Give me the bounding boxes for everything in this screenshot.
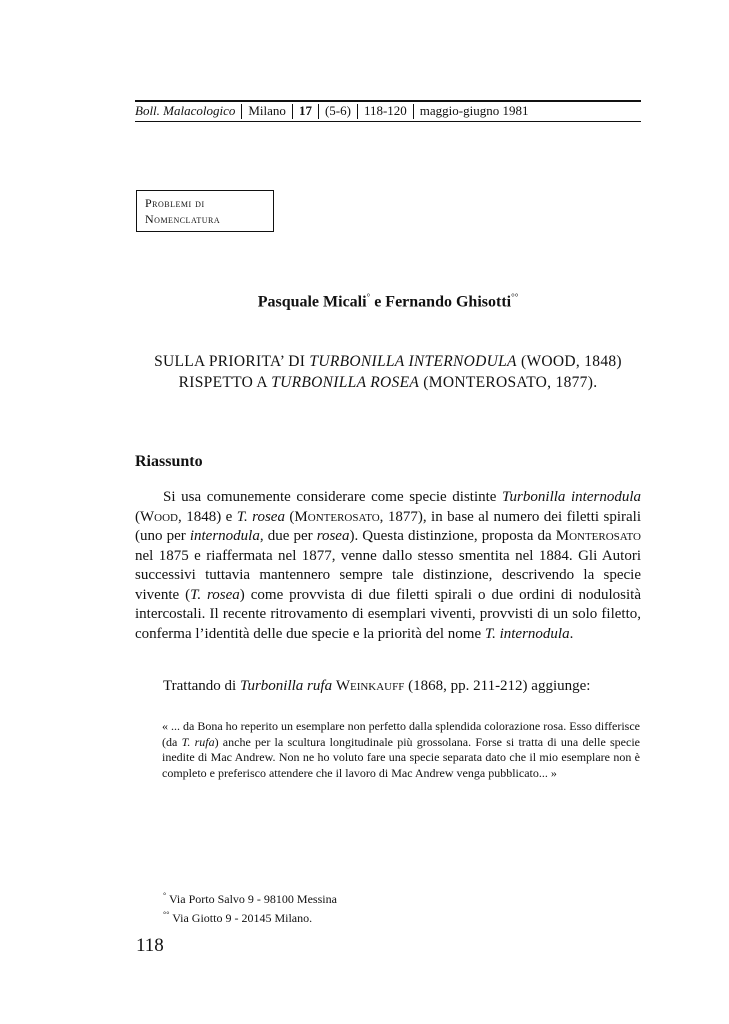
title-line xyxy=(135,351,641,372)
quote-text: ) anche per la scultura longitudinale più grossolana. Forse si tratta di una delle specie inedite di Mac Andrew. Non ne ho voluto fare una specie separata dato che il mio esemplare non è completo e preferisco attendere che il lavoro di Mac Andrew venga pubblicato... » xyxy=(162,734,640,780)
taxon-name: T. rosea xyxy=(236,508,285,525)
journal-volume: 17 xyxy=(298,103,312,118)
author-name: Fernando Ghisotti xyxy=(385,293,512,311)
footnote-text: Via Porto Salvo 9 - 98100 Messina xyxy=(166,892,337,906)
text-run: ( xyxy=(135,508,140,525)
author-citation: Wood xyxy=(140,508,178,525)
author-citation: Weinkauff xyxy=(335,678,405,694)
title-text: SULLA PRIORITA’ DI xyxy=(154,353,310,370)
footnote-mark: °° xyxy=(163,910,170,919)
header-top-rule xyxy=(135,100,641,102)
text-run: nel 1875 e riaffermata nel 1877, venne dallo stesso smentita nel 1884. Gli Autori successivi tuttavia mantennero sempre tale distinzione, descrivendo la specie vivente ( xyxy=(135,547,641,603)
title-text: (MONTEROSATO, 1877). xyxy=(419,374,598,391)
taxon-name: internodula xyxy=(189,528,260,544)
header-bottom-rule xyxy=(135,121,641,122)
abstract-paragraph xyxy=(135,488,641,644)
taxon-name: Turbonilla rufa xyxy=(239,678,333,694)
journal-name: Boll. Malacologico xyxy=(135,103,236,118)
title-taxon: TURBONILLA ROSEA xyxy=(271,374,420,391)
text-run: ). Questa distinzione, proposta da xyxy=(349,528,556,544)
taxon-name: rosea xyxy=(316,528,350,544)
title-text: (WOOD, 1848) xyxy=(516,353,622,370)
abstract-heading: Riassunto xyxy=(135,453,203,470)
page-number: 118 xyxy=(136,935,164,956)
article-title xyxy=(135,351,641,393)
quote-text: « ... da Bona ho reperito un esemplare non perfetto dalla splendida colorazione rosa. Esso differisce (da xyxy=(162,719,640,749)
text-run: . xyxy=(569,625,574,642)
footnote-mark: °° xyxy=(511,292,519,302)
body-paragraph xyxy=(135,677,641,697)
footnote-mark: ° xyxy=(163,891,167,900)
journal-date: maggio-giugno 1981 xyxy=(419,103,529,118)
text-run: , due per xyxy=(259,528,317,544)
section-label-line1: Problemi di xyxy=(145,196,205,210)
journal-city: Milano xyxy=(248,103,286,118)
authors xyxy=(135,287,641,312)
footnotes xyxy=(163,888,337,926)
running-header xyxy=(135,100,641,122)
section-label-line2: Nomenclatura xyxy=(145,212,221,226)
taxon-name: T. internodula xyxy=(484,625,570,642)
author-citation: Monterosato xyxy=(555,528,641,544)
block-quote xyxy=(162,719,640,781)
text-run: ) come provvista di due filetti spirali o due ordini di nodulosità intercostali. Il recente ritrovamento di esemplari viventi, provvisti di un solo filetto, conferma l’identità delle due specie e la priorità del nome xyxy=(135,586,641,642)
author-citation: Monterosato xyxy=(294,508,380,525)
text-run: ( xyxy=(284,508,295,525)
footnote xyxy=(163,888,337,907)
title-line xyxy=(135,372,641,393)
author-connector: e xyxy=(370,293,386,311)
header-cells xyxy=(135,103,641,119)
journal-pages: 118-120 xyxy=(363,103,407,118)
footnote-mark: ° xyxy=(366,292,371,302)
text-run: , 1848) e xyxy=(178,508,237,525)
footnote-text: Via Giotto 9 - 20145 Milano. xyxy=(169,911,313,925)
title-taxon: TURBONILLA INTERNODULA xyxy=(309,353,517,370)
journal-issue: (5-6) xyxy=(324,103,351,118)
title-text: RISPETTO A xyxy=(178,374,272,391)
text-run: , 1877), in base al numero dei filetti spirali (uno per xyxy=(135,508,641,544)
author-name: Pasquale Micali xyxy=(257,293,367,311)
footnote xyxy=(163,907,337,926)
taxon-name: Turbonilla internodula xyxy=(502,489,641,505)
section-box xyxy=(136,190,274,232)
text-run: Trattando di xyxy=(163,678,240,694)
taxon-name: T. rosea xyxy=(190,586,240,603)
taxon-name: T. rufa xyxy=(181,734,215,749)
text-run: Si usa comunemente considerare come specie distinte xyxy=(163,489,503,505)
text-run: (1868, pp. 211-212) aggiunge: xyxy=(404,678,591,694)
